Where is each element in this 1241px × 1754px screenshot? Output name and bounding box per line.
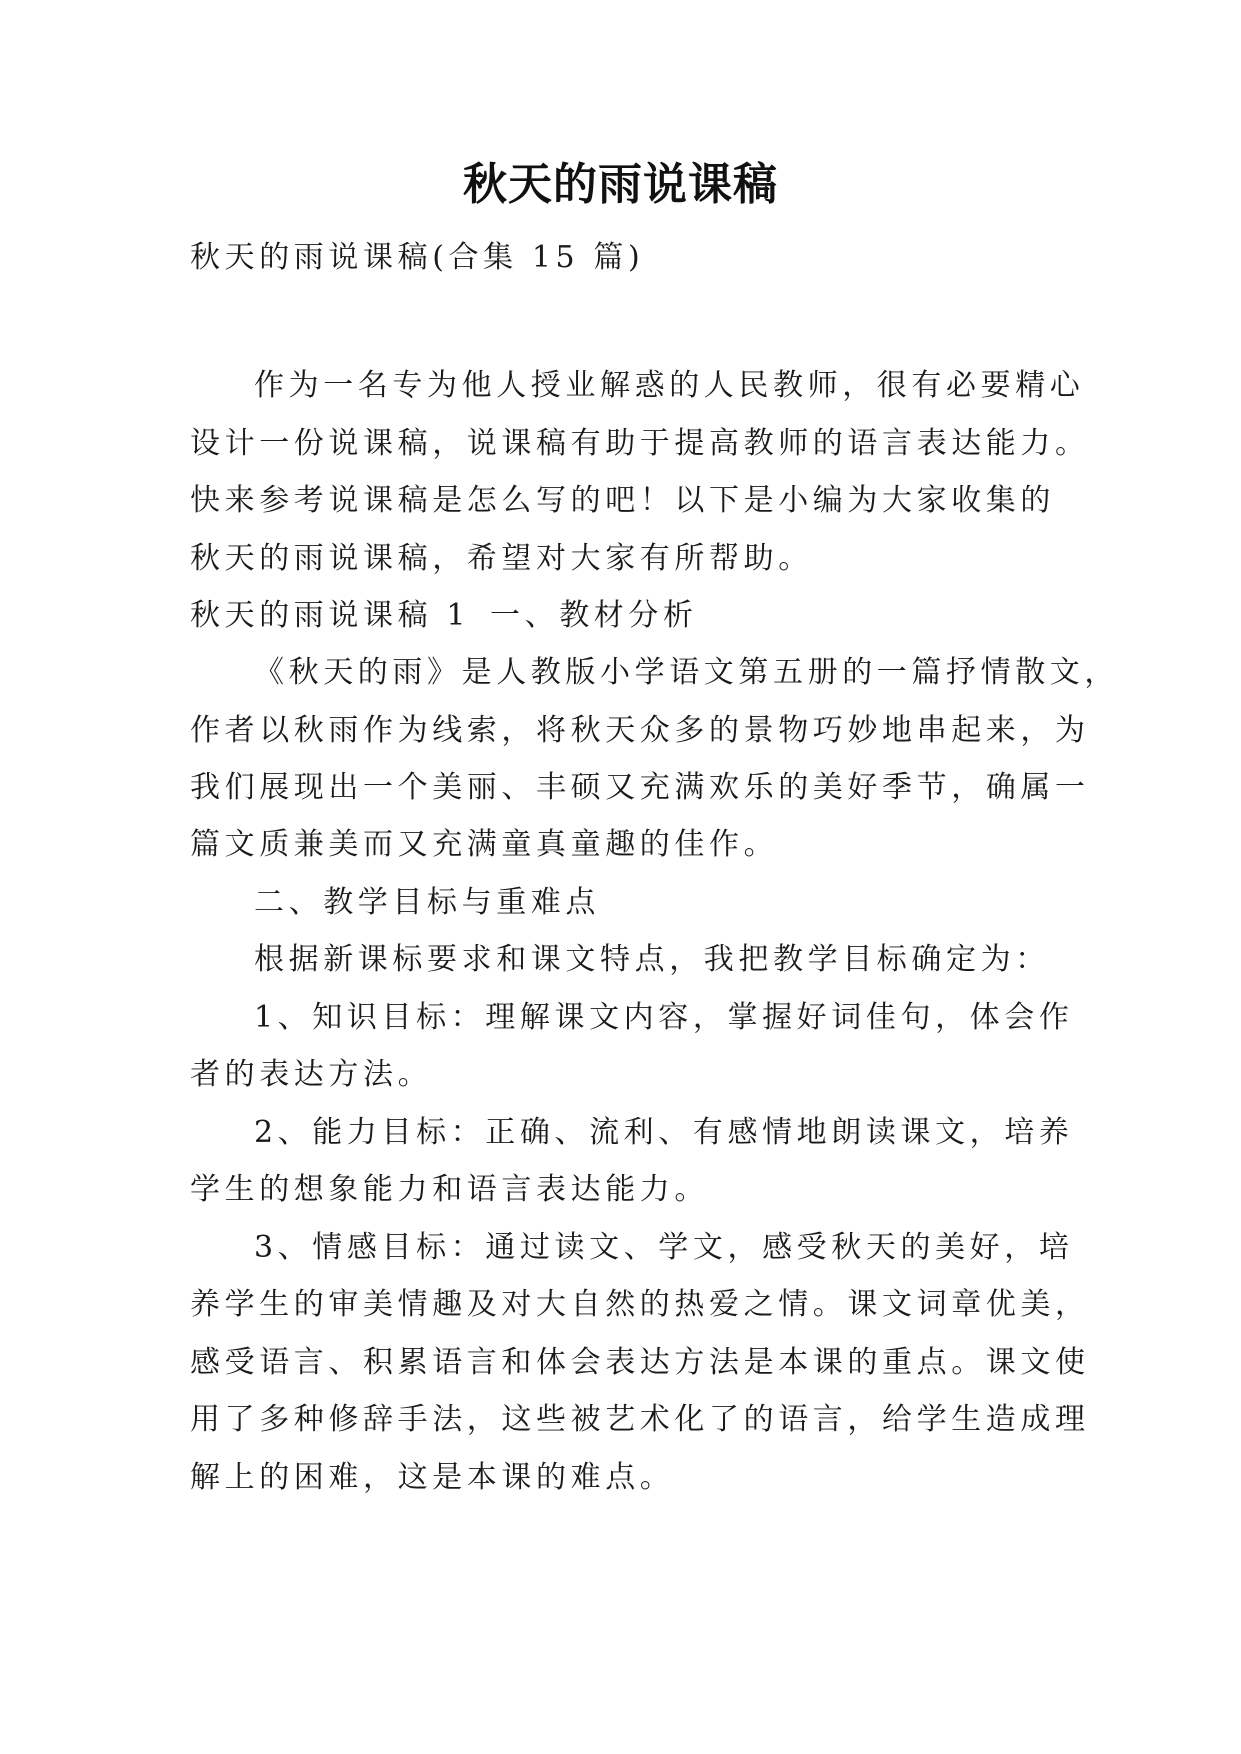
goal3-line-5: 解上的困难，这是本课的难点。 bbox=[190, 1460, 675, 1495]
goal1-line-2: 者的表达方法。 bbox=[190, 1057, 433, 1092]
analysis-line-2: 作者以秋雨作为线索，将秋天众多的景物巧妙地串起来，为 bbox=[190, 713, 1090, 748]
section-subheading: 一、教材分析 bbox=[490, 598, 698, 633]
intro-line-2: 设计一份说课稿，说课稿有助于提高教师的语言表达能力。 bbox=[190, 426, 1090, 461]
document-title: 秋天的雨说课稿 bbox=[463, 159, 778, 210]
goal3-line-4: 用了多种修辞手法，这些被艺术化了的语言，给学生造成理 bbox=[190, 1402, 1090, 1437]
analysis-line-1: 《秋天的雨》是人教版小学语文第五册的一篇抒情散文， bbox=[254, 655, 1119, 690]
goals-intro: 根据新课标要求和课文特点，我把教学目标确定为： bbox=[254, 942, 1050, 977]
goal3-line-3: 感受语言、积累语言和体会表达方法是本课的重点。课文使 bbox=[190, 1345, 1090, 1380]
analysis-line-3: 我们展现出一个美丽、丰硕又充满欢乐的美好季节，确属一 bbox=[190, 770, 1090, 805]
intro-line-4: 秋天的雨说课稿，希望对大家有所帮助。 bbox=[190, 541, 813, 576]
goal1-line-1: 1、知识目标：理解课文内容，掌握好词佳句，体会作 bbox=[254, 1000, 1074, 1035]
intro-line-1: 作为一名专为他人授业解惑的人民教师，很有必要精心 bbox=[254, 368, 1085, 403]
analysis-line-4: 篇文质兼美而又充满童真童趣的佳作。 bbox=[190, 827, 779, 862]
goal2-line-2: 学生的想象能力和语言表达能力。 bbox=[190, 1172, 709, 1207]
intro-line-3: 快来参考说课稿是怎么写的吧！以下是小编为大家收集的 bbox=[190, 483, 1055, 518]
document-subtitle: 秋天的雨说课稿(合集 15 篇) bbox=[190, 240, 645, 275]
goal3-line-2: 养学生的审美情趣及对大自然的热爱之情。课文词章优美， bbox=[190, 1287, 1090, 1322]
goal3-line-1: 3、情感目标：通过读文、学文，感受秋天的美好，培 bbox=[254, 1230, 1074, 1265]
goal2-line-1: 2、能力目标：正确、流利、有感情地朗读课文，培养 bbox=[254, 1115, 1074, 1150]
goals-heading: 二、教学目标与重难点 bbox=[254, 885, 600, 920]
section-heading: 秋天的雨说课稿 1 bbox=[190, 598, 471, 633]
